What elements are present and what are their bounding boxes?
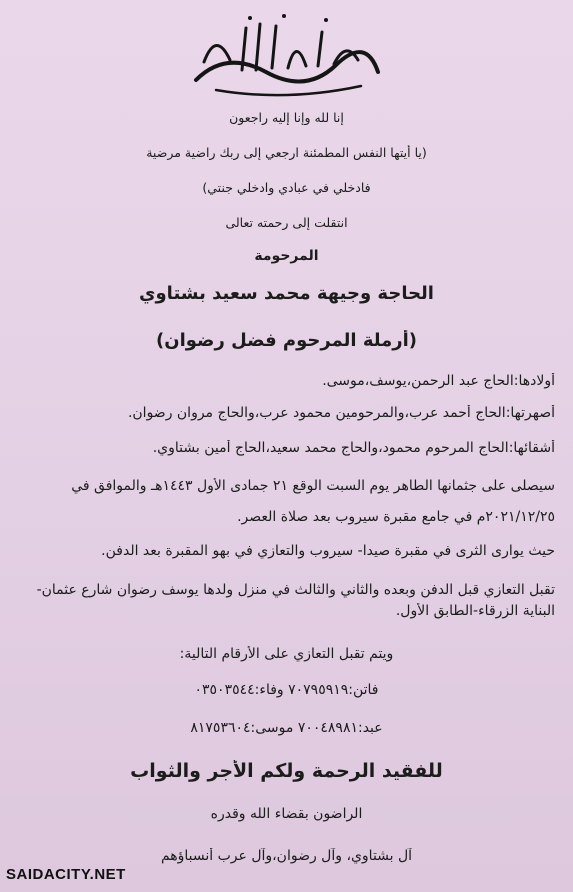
verse-line-2: فادخلي في عبادي وادخلي جنتي): [202, 180, 371, 195]
closing-line: للفقيد الرحمة ولكم الأجر والثواب: [130, 760, 443, 782]
phones-line-1: فاتن:٧٠٧٩٥٩١٩ وفاء:٠٣٥٠٣٥٤٤: [194, 682, 379, 698]
widow-of: (أرملة المرحوم فضل رضوان): [156, 330, 417, 351]
sons-in-law-line: أصهرتها:الحاج أحمد عرب،والمرحومين محمود عرب،والحاج مروان رضوان.: [127, 405, 555, 421]
burial-line: حيث يوارى الثرى في مقبرة صيدا- سيروب والتعازي في بهو المقبرة بعد الدفن.: [101, 543, 555, 559]
brothers-line: أشقائها:الحاج المرحوم محمود،والحاج محمد سعيد،الحاج أمين بشتاوي.: [152, 440, 555, 456]
site-watermark: SAIDACITY.NET: [6, 866, 126, 883]
verse-short: إنا لله وإنا إليه راجعون: [229, 110, 344, 125]
families-line: آل بشتاوي، وآل رضوان،وآل عرب أنسباؤهم: [160, 848, 413, 864]
phones-intro: ويتم تقبل التعازي على الأرقام التالية:: [179, 646, 394, 662]
acceptance-line: الراضون بقضاء الله وقدره: [210, 806, 363, 822]
condolence-line-1: تقبل التعازي قبل الدفن وبعده والثاني والثالث في منزل ولدها يوسف رضوان شارع عثمان-: [36, 582, 555, 598]
prayer-line-1: سيصلى على جثمانها الطاهر يوم السبت الوقع ٢١ جمادى الأول ١٤٤٣هـ والموافق في: [71, 478, 555, 494]
prayer-line-2: ٢٠٢١/١٢/٢٥م في جامع مقبرة سيروب بعد صلاة العصر.: [237, 509, 555, 525]
basmala-calligraphy: [186, 10, 386, 98]
phones-line-2: عبد:٧٠٠٤٨٩٨١ موسى:٨١٧٥٣٦٠٤: [190, 720, 383, 736]
condolence-line-2: البناية الزرقاء-الطابق الأول.: [395, 603, 555, 619]
intro-text: انتقلت إلى رحمته تعالى: [225, 215, 348, 230]
deceased-name: الحاجة وجيهة محمد سعيد بشتاوي: [139, 283, 434, 304]
deceased-title: المرحومة: [254, 248, 319, 264]
verse-line-1: (يا أيتها النفس المطمئنة ارجعي إلى ربك راضية مرضية: [146, 145, 427, 160]
children-line: أولادها:الحاج عبد الرحمن،يوسف،موسى.: [322, 373, 555, 389]
